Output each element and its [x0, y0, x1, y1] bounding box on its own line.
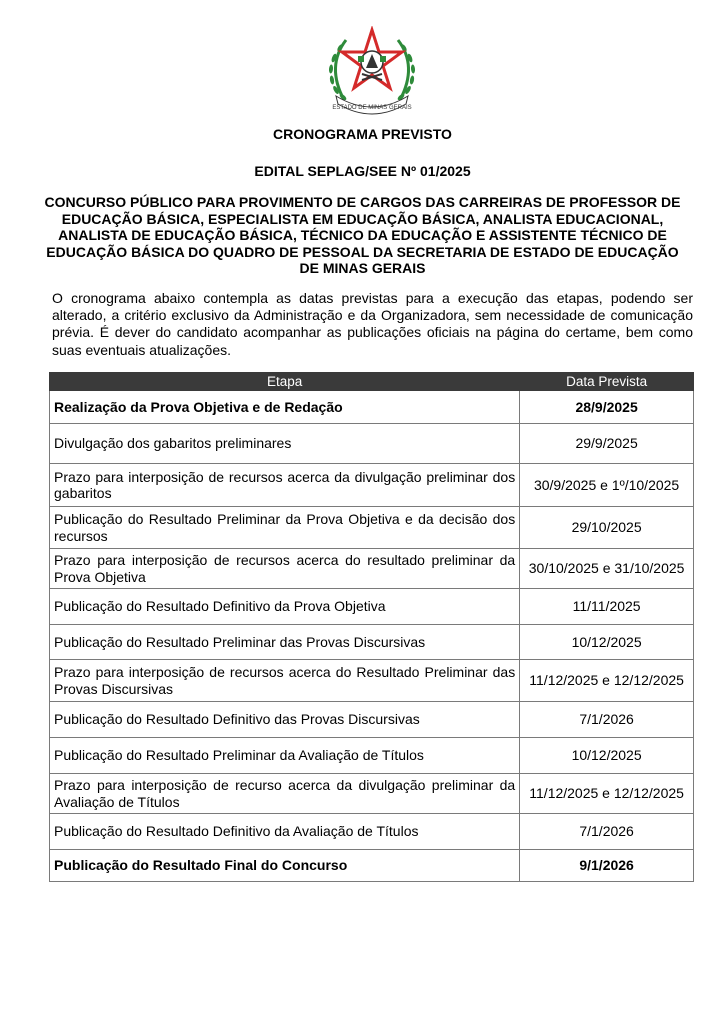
etapa-cell: Prazo para interposição de recursos acerca do resultado preliminar da Prova Objetiva: [50, 549, 520, 589]
schedule-table: [49, 372, 694, 882]
data-prevista-cell: 28/9/2025: [520, 391, 694, 424]
data-prevista-cell: 10/12/2025: [520, 625, 694, 660]
etapa-cell: Publicação do Resultado Preliminar da Avaliação de Títulos: [50, 738, 520, 774]
table-row: [50, 660, 694, 702]
data-prevista-cell: 30/10/2025 e 31/10/2025: [520, 549, 694, 589]
table-row: [50, 464, 694, 507]
svg-text:ESTADO DE MINAS GERAIS: ESTADO DE MINAS GERAIS: [332, 105, 412, 111]
table-row: [50, 507, 694, 549]
data-prevista-cell: 9/1/2026: [520, 850, 694, 882]
table-row: [50, 814, 694, 850]
state-seal-logo: [316, 26, 428, 116]
concurso-description: CONCURSO PÚBLICO PARA PROVIMENTO DE CARGOS DAS CARREIRAS DE PROFESSOR DE EDUCAÇÃO BÁSICA, ESPECIALISTA EM EDUCAÇÃO BÁSICA, ANALISTA EDUCACIONAL, ANALISTA DE EDUCAÇÃO BÁSICA, TÉCNICO DA EDUCAÇÃO E ASSISTENTE TÉCNICO DE EDUCAÇÃO BÁSICA DO QUADRO DE PESSOAL DA SECRETARIA DE ESTADO DE EDUCAÇÃO DE MINAS GERAIS: [44, 194, 681, 277]
etapa-cell: Prazo para interposição de recursos acerca da divulgação preliminar dos gabaritos: [50, 464, 520, 507]
etapa-cell: Publicação do Resultado Preliminar das Provas Discursivas: [50, 625, 520, 660]
etapa-cell: Publicação do Resultado Definitivo da Prova Objetiva: [50, 589, 520, 625]
etapa-cell: Divulgação dos gabaritos preliminares: [50, 424, 520, 464]
table-header-row: [50, 373, 694, 391]
etapa-cell: Publicação do Resultado Definitivo da Avaliação de Títulos: [50, 814, 520, 850]
table-row: [50, 774, 694, 814]
table-row: [50, 549, 694, 589]
data-prevista-cell: 10/12/2025: [520, 738, 694, 774]
table-row: [50, 391, 694, 424]
etapa-cell: Realização da Prova Objetiva e de Redação: [50, 391, 520, 424]
data-prevista-cell: 29/9/2025: [520, 424, 694, 464]
table-row: [50, 850, 694, 882]
etapa-cell: Prazo para interposição de recursos acerca do Resultado Preliminar das Provas Discursivas: [50, 660, 520, 702]
data-prevista-cell: 7/1/2026: [520, 814, 694, 850]
data-prevista-cell: 29/10/2025: [520, 507, 694, 549]
table-row: [50, 702, 694, 738]
intro-paragraph: O cronograma abaixo contempla as datas previstas para a execução das etapas, podendo ser alterado, a critério exclusivo da Administração e da Organizadora, sem necessidade de comunicação prévia. É dever do candidato acompanhar as publicações oficiais na página do certame, bem como suas eventuais atualizações.: [52, 290, 693, 358]
document-title: CRONOGRAMA PREVISTO: [273, 126, 452, 142]
data-prevista-cell: 11/12/2025 e 12/12/2025: [520, 774, 694, 814]
etapa-cell: Publicação do Resultado Final do Concurso: [50, 850, 520, 882]
data-prevista-cell: 30/9/2025 e 1º/10/2025: [520, 464, 694, 507]
etapa-cell: Prazo para interposição de recurso acerca da divulgação preliminar da Avaliação de Títulos: [50, 774, 520, 814]
column-header-etapa: Etapa: [50, 373, 520, 391]
edital-number: EDITAL SEPLAG/SEE Nº 01/2025: [254, 163, 471, 179]
etapa-cell: Publicação do Resultado Definitivo das Provas Discursivas: [50, 702, 520, 738]
table-body: [50, 391, 694, 882]
data-prevista-cell: 11/11/2025: [520, 589, 694, 625]
data-prevista-cell: 7/1/2026: [520, 702, 694, 738]
column-header-data: Data Prevista: [520, 373, 694, 391]
table-row: [50, 589, 694, 625]
table-row: [50, 625, 694, 660]
etapa-cell: Publicação do Resultado Preliminar da Prova Objetiva e da decisão dos recursos: [50, 507, 520, 549]
data-prevista-cell: 11/12/2025 e 12/12/2025: [520, 660, 694, 702]
table-row: [50, 738, 694, 774]
table-row: [50, 424, 694, 464]
